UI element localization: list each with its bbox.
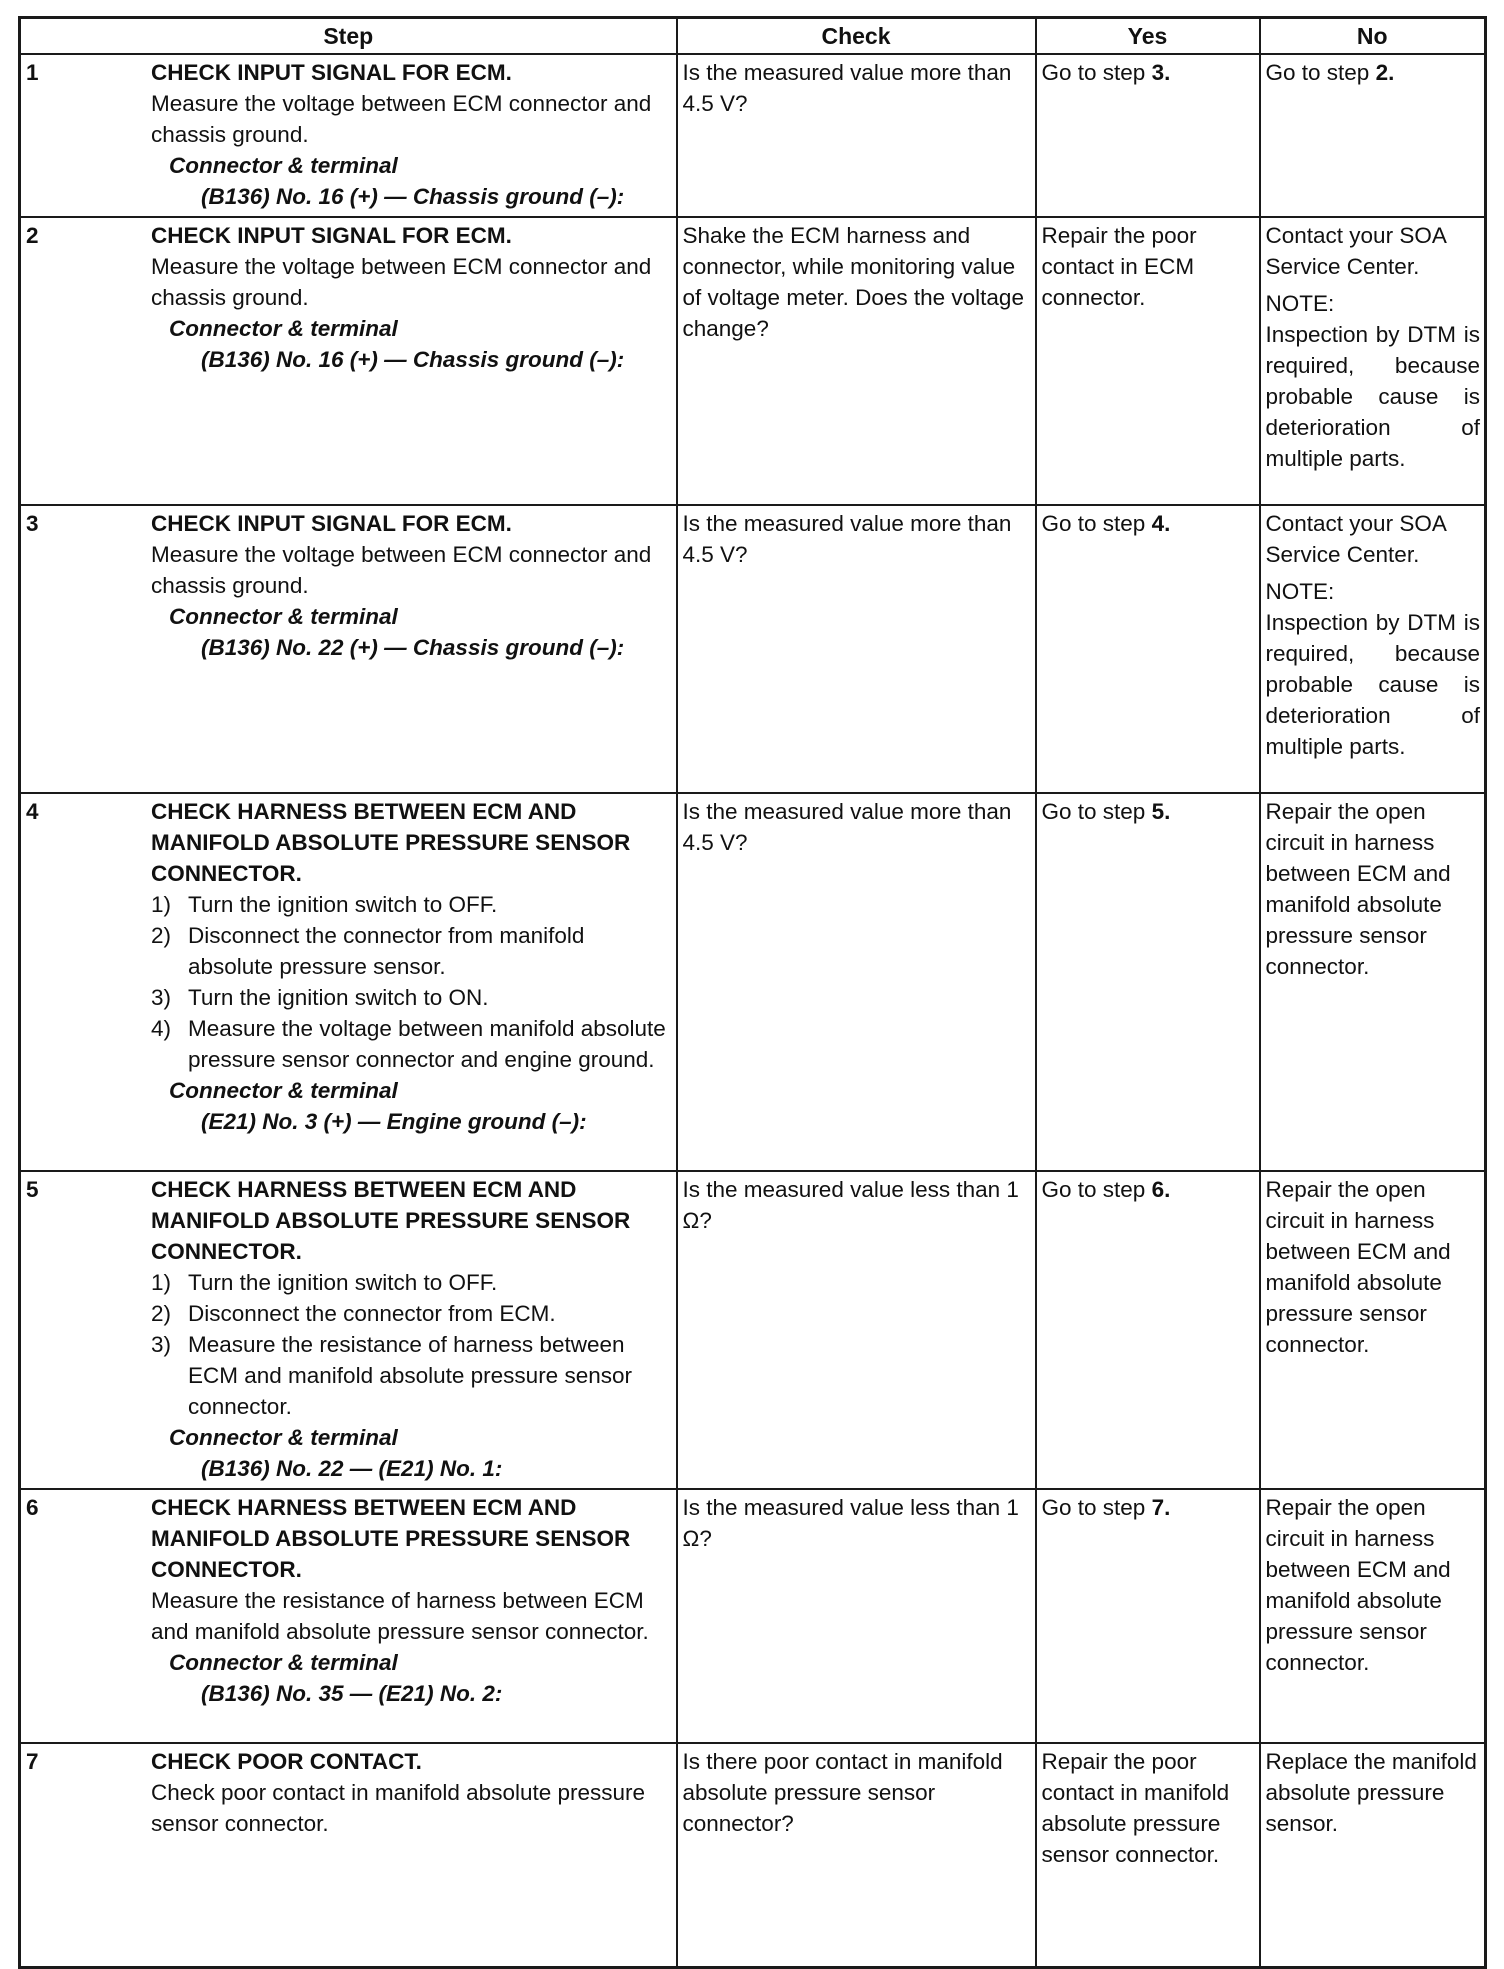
- step-cell: [20, 54, 677, 217]
- connector-label: Connector & terminal: [169, 1425, 398, 1450]
- yes-suffix: .: [1164, 799, 1171, 824]
- connector-label: Connector & terminal: [169, 1078, 398, 1103]
- check-cell: Is the measured value more than 4.5 V?: [677, 793, 1036, 1171]
- note-text: Inspection by DTM is required, because probable cause is deterioration of multiple parts.: [1265, 322, 1480, 471]
- step-number: 3: [26, 511, 39, 536]
- step-title: CHECK INPUT SIGNAL FOR ECM.: [151, 223, 512, 248]
- no-step-number: 2: [1375, 60, 1389, 85]
- check-cell: Is the measured value more than 4.5 V?: [677, 505, 1036, 793]
- step-cell: [20, 1171, 677, 1489]
- note-label: NOTE:: [1265, 579, 1335, 604]
- no-text: Contact your SOA Service Center.: [1265, 511, 1446, 567]
- header-row: [20, 18, 1486, 55]
- step-title: CHECK INPUT SIGNAL FOR ECM.: [151, 511, 512, 536]
- check-cell: Is the measured value less than 1 Ω?: [677, 1489, 1036, 1743]
- header-check: Check: [677, 18, 1036, 55]
- step-description: Measure the voltage between ECM connector and chassis ground.: [151, 91, 652, 147]
- yes-prefix: Go to step: [1041, 60, 1152, 85]
- terminal-spec: (B136) No. 22 — (E21) No. 1:: [201, 1456, 503, 1481]
- procedure-list: [151, 889, 672, 1075]
- step-description: Measure the voltage between ECM connector and chassis ground.: [151, 542, 652, 598]
- yes-cell: Repair the poor contact in ECM connector.: [1036, 217, 1260, 505]
- table-row: [20, 1171, 1486, 1489]
- yes-suffix: .: [1164, 1495, 1171, 1520]
- yes-step-number: 7: [1151, 1495, 1165, 1520]
- step-title: CHECK HARNESS BETWEEN ECM AND MANIFOLD ABSOLUTE PRESSURE SENSOR CONNECTOR.: [151, 1177, 631, 1264]
- step-number: 1: [26, 60, 39, 85]
- yes-cell: [1036, 793, 1260, 1171]
- list-item: 2) Disconnect the connector from ECM.: [151, 1301, 556, 1326]
- step-description: Measure the voltage between ECM connector and chassis ground.: [151, 254, 652, 310]
- yes-suffix: .: [1164, 511, 1171, 536]
- step-cell: [20, 793, 677, 1171]
- step-description: Check poor contact in manifold absolute pressure sensor connector.: [151, 1780, 646, 1836]
- yes-step-number: 3: [1151, 60, 1165, 85]
- yes-step-number: 6: [1151, 1177, 1165, 1202]
- no-prefix: Go to step: [1265, 60, 1376, 85]
- terminal-spec: (B136) No. 16 (+) — Chassis ground (–):: [201, 347, 625, 372]
- connector-label: Connector & terminal: [169, 1650, 398, 1675]
- list-item: 4) Measure the voltage between manifold absolute pressure sensor connector and engine ground.: [151, 1016, 666, 1072]
- yes-suffix: .: [1164, 1177, 1171, 1202]
- table-row: [20, 1489, 1486, 1743]
- table-row: [20, 54, 1486, 217]
- connector-label: Connector & terminal: [169, 316, 398, 341]
- step-title: CHECK POOR CONTACT.: [151, 1749, 422, 1774]
- connector-label: Connector & terminal: [169, 153, 398, 178]
- no-cell: Replace the manifold absolute pressure sensor.: [1260, 1743, 1486, 1967]
- step-cell: [20, 217, 677, 505]
- check-cell: Shake the ECM harness and connector, while monitoring value of voltage meter. Does the voltage change?: [677, 217, 1036, 505]
- step-number: 2: [26, 223, 39, 248]
- check-cell: Is the measured value more than 4.5 V?: [677, 54, 1036, 217]
- step-cell: [20, 1489, 677, 1743]
- header-no: No: [1260, 18, 1486, 55]
- table-row: [20, 217, 1486, 505]
- step-title: CHECK INPUT SIGNAL FOR ECM.: [151, 60, 512, 85]
- table-row: [20, 1743, 1486, 1967]
- no-cell: Repair the open circuit in harness between ECM and manifold absolute pressure sensor connector.: [1260, 793, 1486, 1171]
- no-cell: [1260, 54, 1486, 217]
- yes-cell: Repair the poor contact in manifold absolute pressure sensor connector.: [1036, 1743, 1260, 1967]
- list-item: 1) Turn the ignition switch to OFF.: [151, 892, 498, 917]
- step-title: CHECK HARNESS BETWEEN ECM AND MANIFOLD ABSOLUTE PRESSURE SENSOR CONNECTOR.: [151, 1495, 631, 1582]
- step-title: CHECK HARNESS BETWEEN ECM AND MANIFOLD ABSOLUTE PRESSURE SENSOR CONNECTOR.: [151, 799, 631, 886]
- yes-cell: [1036, 1171, 1260, 1489]
- no-cell: Repair the open circuit in harness between ECM and manifold absolute pressure sensor connector.: [1260, 1171, 1486, 1489]
- no-cell: [1260, 505, 1486, 793]
- terminal-spec: (B136) No. 16 (+) — Chassis ground (–):: [201, 184, 625, 209]
- terminal-spec: (E21) No. 3 (+) — Engine ground (–):: [201, 1109, 587, 1134]
- yes-step-number: 4: [1151, 511, 1165, 536]
- note-text: Inspection by DTM is required, because probable cause is deterioration of multiple parts.: [1265, 610, 1480, 759]
- yes-cell: [1036, 505, 1260, 793]
- connector-label: Connector & terminal: [169, 604, 398, 629]
- yes-prefix: Go to step: [1041, 1495, 1152, 1520]
- step-number: 5: [26, 1177, 39, 1202]
- step-description: Measure the resistance of harness between ECM and manifold absolute pressure sensor connector.: [151, 1588, 649, 1644]
- list-item: 2) Disconnect the connector from manifold absolute pressure sensor.: [151, 923, 585, 979]
- no-text: Contact your SOA Service Center.: [1265, 223, 1446, 279]
- procedure-list: [151, 1267, 672, 1422]
- no-cell: Repair the open circuit in harness between ECM and manifold absolute pressure sensor connector.: [1260, 1489, 1486, 1743]
- yes-prefix: Go to step: [1041, 1177, 1152, 1202]
- check-cell: Is the measured value less than 1 Ω?: [677, 1171, 1036, 1489]
- terminal-spec: (B136) No. 22 (+) — Chassis ground (–):: [201, 635, 625, 660]
- diagnostic-table: [18, 16, 1487, 1969]
- note-label: NOTE:: [1265, 291, 1335, 316]
- step-cell: [20, 505, 677, 793]
- step-number: 4: [26, 799, 39, 824]
- no-cell: [1260, 217, 1486, 505]
- yes-suffix: .: [1164, 60, 1171, 85]
- step-number: 7: [26, 1749, 39, 1774]
- yes-prefix: Go to step: [1041, 799, 1152, 824]
- step-number: 6: [26, 1495, 39, 1520]
- header-step: Step: [20, 18, 677, 55]
- no-suffix: .: [1388, 60, 1395, 85]
- terminal-spec: (B136) No. 35 — (E21) No. 2:: [201, 1681, 503, 1706]
- step-cell: [20, 1743, 677, 1967]
- yes-cell: [1036, 1489, 1260, 1743]
- list-item: 1) Turn the ignition switch to OFF.: [151, 1270, 498, 1295]
- list-item: 3) Turn the ignition switch to ON.: [151, 985, 489, 1010]
- table-row: [20, 793, 1486, 1171]
- yes-cell: [1036, 54, 1260, 217]
- yes-prefix: Go to step: [1041, 511, 1152, 536]
- check-cell: Is there poor contact in manifold absolute pressure sensor connector?: [677, 1743, 1036, 1967]
- header-yes: Yes: [1036, 18, 1260, 55]
- list-item: 3) Measure the resistance of harness between ECM and manifold absolute pressure sensor connector.: [151, 1332, 632, 1419]
- table-row: [20, 505, 1486, 793]
- yes-step-number: 5: [1151, 799, 1165, 824]
